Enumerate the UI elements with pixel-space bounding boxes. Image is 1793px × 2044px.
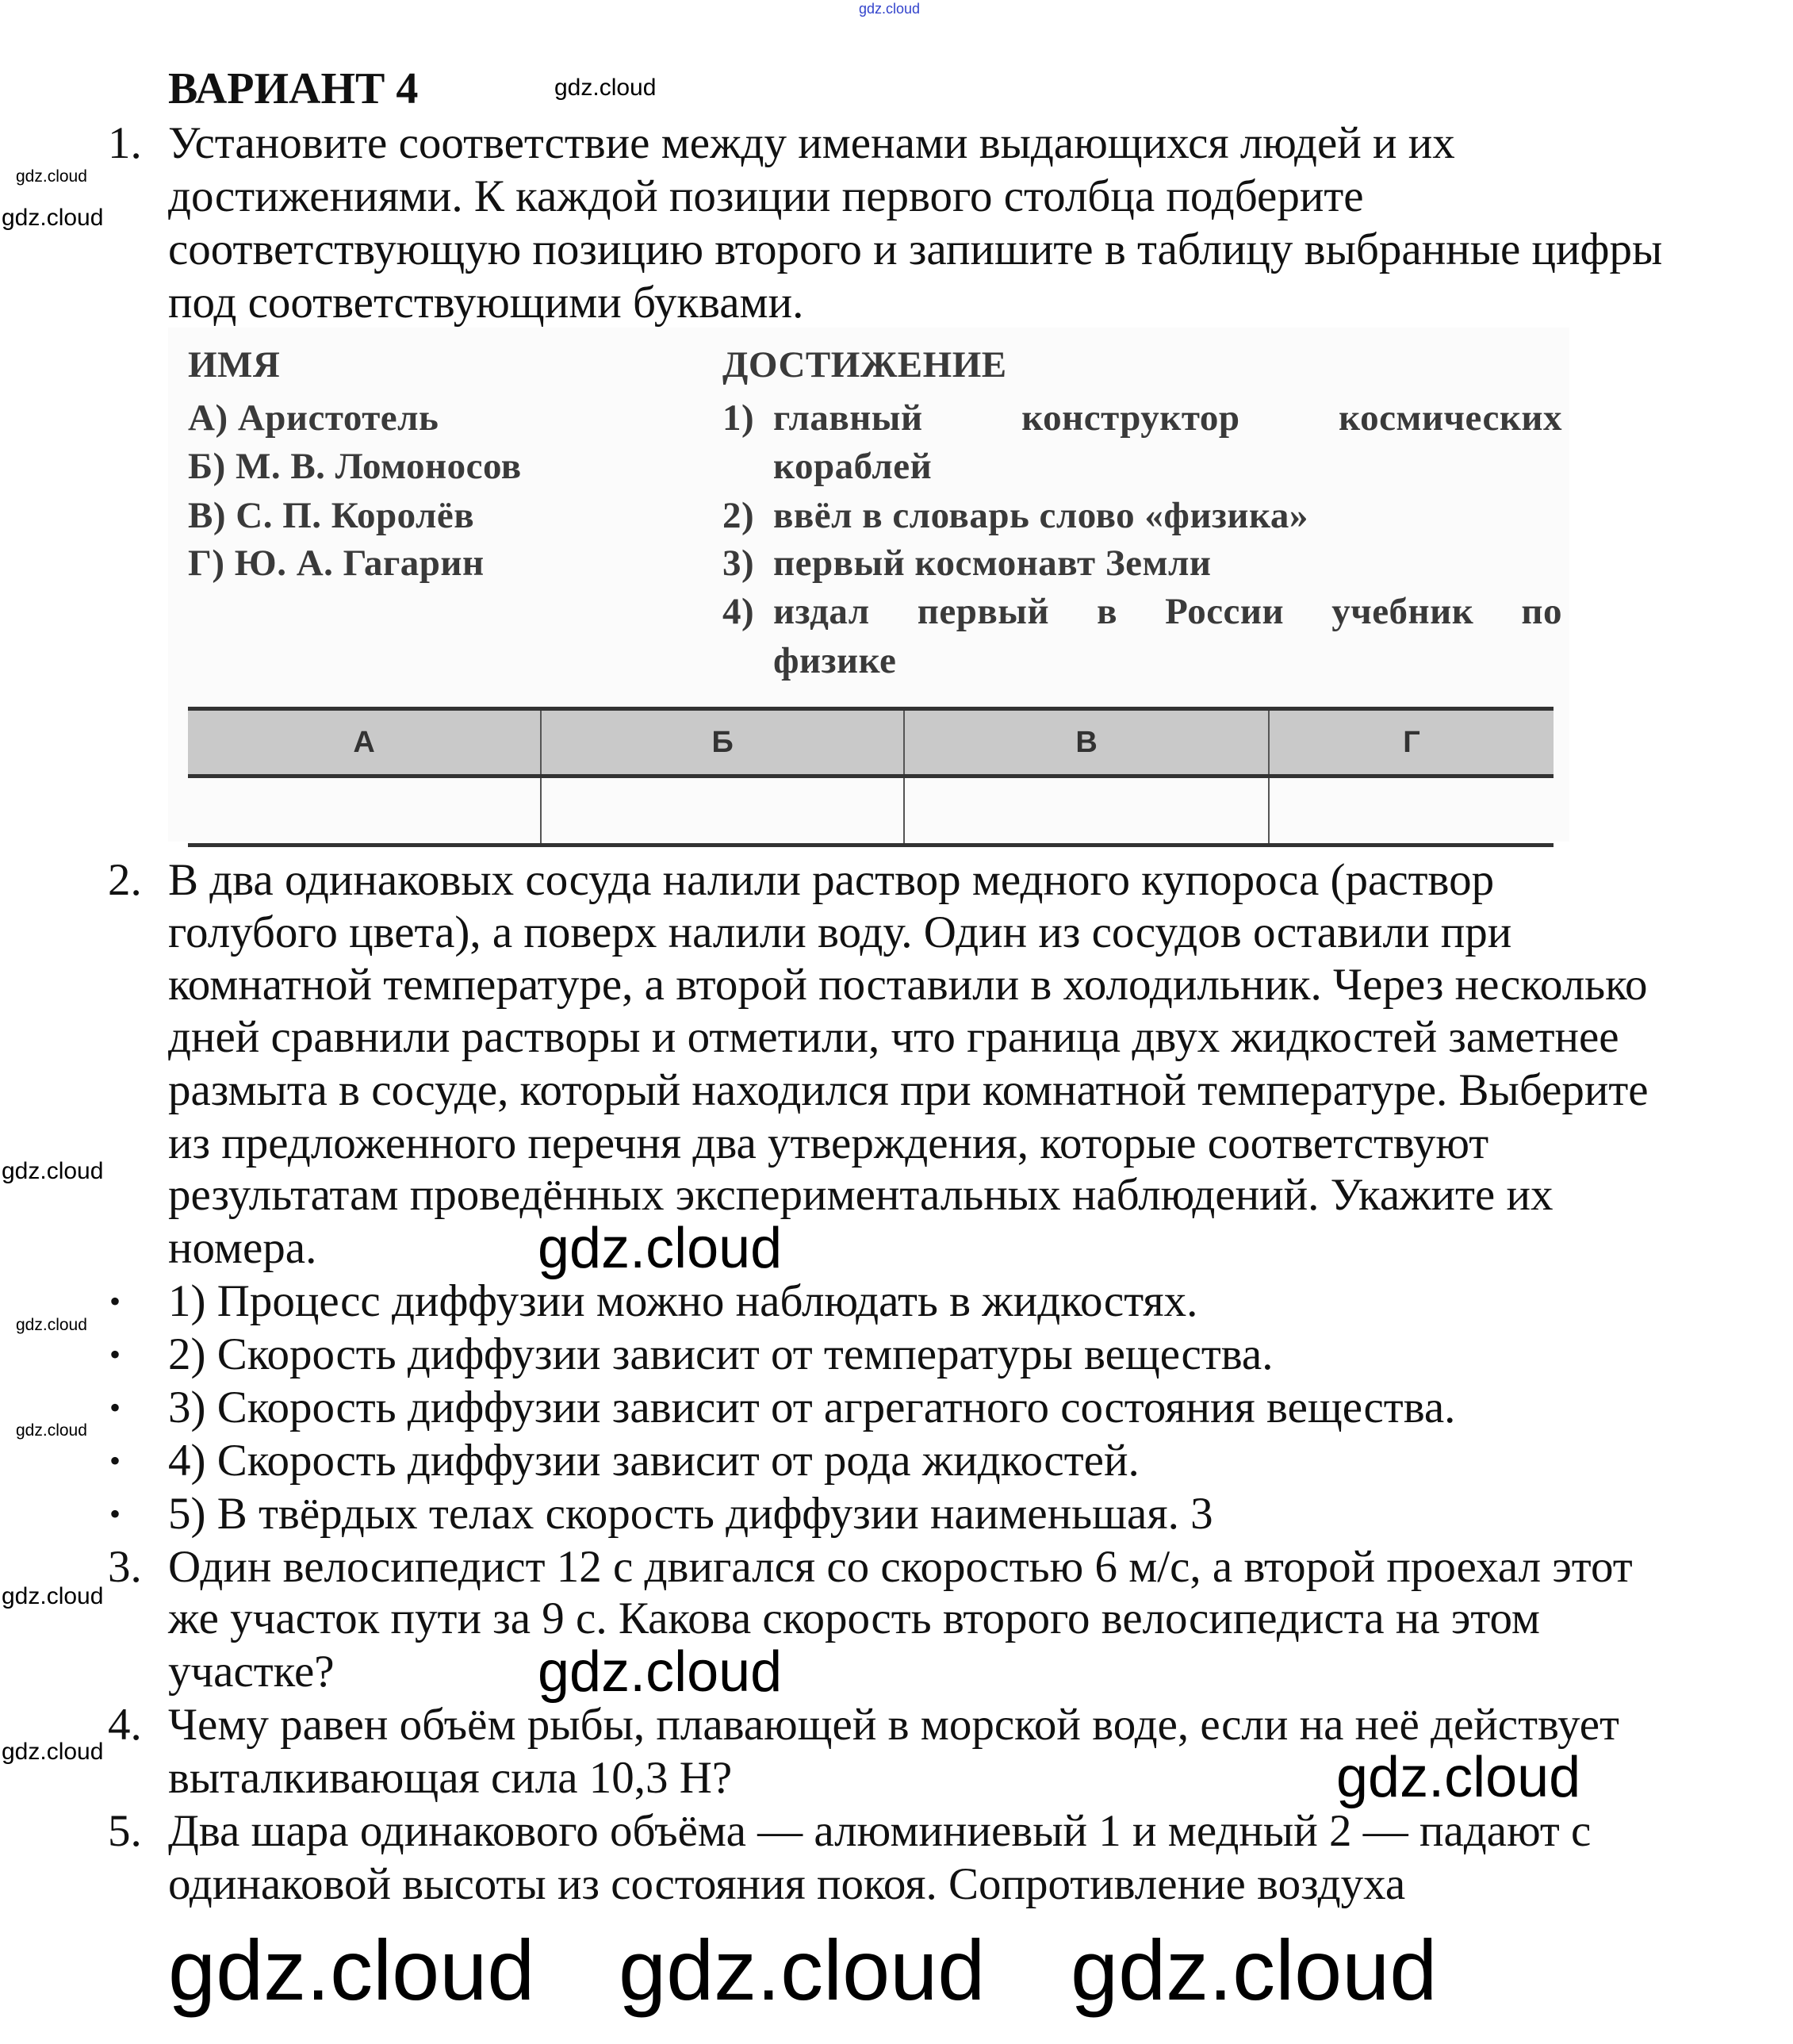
achievement-number: 2) (722, 495, 755, 536)
question-3-text: участке? (168, 1647, 335, 1697)
name-item: Б) М. В. Ломоносов (188, 446, 522, 487)
question-4-text: Чему равен объём рыбы, плавающей в морской воде, если на неё действует (168, 1700, 1619, 1750)
watermark: gdz.cloud (538, 1217, 783, 1280)
watermark: gdz.cloud (16, 1421, 87, 1440)
question-5-text: одинаковой высоты из состояния покоя. Сопротивление воздуха (168, 1859, 1406, 1909)
question-2-text: комнатной температуре, а второй поставили в холодильник. Через несколько (168, 960, 1648, 1010)
option-item: 5) В твёрдых телах скорость диффузии наименьшая. 3 (168, 1489, 1213, 1539)
achievement-item: главный конструктор космических (773, 397, 1562, 439)
watermark: gdz.cloud (16, 1316, 87, 1334)
page-title: ВАРИАНТ 4 (168, 64, 419, 113)
option-item: 3) Скорость диффузии зависит от агрегатного состояния вещества. (168, 1382, 1456, 1432)
option-item: 4) Скорость диффузии зависит от рода жидкостей. (168, 1436, 1140, 1486)
achievement-item: физике (773, 640, 897, 681)
question-1-text: соответствующую позицию второго и запишите в таблицу выбранные цифры (168, 224, 1663, 274)
question-4-number: 4. (108, 1700, 142, 1750)
watermark: gdz.cloud (16, 167, 87, 186)
watermark: gdz.cloud (554, 75, 657, 101)
question-2-text: голубого цвета), а поверх налили воду. Один из сосудов оставили при (168, 907, 1512, 957)
question-5-number: 5. (108, 1806, 142, 1856)
matching-task-image (168, 328, 1569, 842)
question-2-text: из предложенного перечня два утверждения, которые соответствуют (168, 1118, 1489, 1168)
question-1-text: под соответствующими буквами. (168, 278, 804, 328)
name-item: А) Аристотель (188, 397, 439, 439)
question-3-text: же участок пути за 9 с. Какова скорость второго велосипедиста на этом (168, 1593, 1540, 1643)
answer-table-header: Г (1269, 709, 1554, 777)
achievement-number: 1) (722, 397, 755, 439)
watermark: gdz.cloud (2, 205, 104, 231)
answer-table-header: Б (541, 709, 904, 777)
bullet-icon: • (109, 1283, 121, 1319)
bullet-icon: • (109, 1390, 121, 1425)
question-1-number: 1. (108, 118, 142, 168)
achievement-item: издал первый в России учебник по (773, 591, 1562, 632)
bullet-icon: • (109, 1443, 121, 1478)
names-header: ИМЯ (188, 344, 281, 385)
option-item: 1) Процесс диффузии можно наблюдать в жидкостях. (168, 1276, 1198, 1326)
question-2-number: 2. (108, 855, 142, 905)
question-4-text: выталкивающая сила 10,3 Н? (168, 1753, 733, 1803)
watermark: gdz.cloud (168, 1922, 535, 2018)
answer-cell[interactable] (541, 777, 904, 846)
watermark: gdz.cloud (1336, 1746, 1581, 1809)
answer-table-header: В (904, 709, 1269, 777)
achievement-item: кораблей (773, 446, 933, 487)
question-3-text: Один велосипедист 12 с двигался со скоростью 6 м/с, а второй проехал этот (168, 1542, 1633, 1592)
achievement-number: 4) (722, 591, 755, 632)
question-1-text: достижениями. К каждой позиции первого столбца подберите (168, 171, 1364, 221)
question-2-text: номера. (168, 1223, 317, 1273)
watermark: gdz.cloud (2, 1583, 104, 1609)
question-2-text: дней сравнили растворы и отметили, что граница двух жидкостей заметнее (168, 1012, 1619, 1062)
bullet-icon: • (109, 1336, 121, 1372)
answer-table (188, 707, 1554, 847)
answer-cell[interactable] (904, 777, 1269, 846)
bullet-icon: • (109, 1496, 121, 1532)
watermark: gdz.cloud (619, 1922, 986, 2018)
question-2-text: размыта в сосуде, который находился при комнатной температуре. Выберите (168, 1065, 1649, 1115)
watermark: gdz.cloud (538, 1640, 783, 1704)
question-2-text: В два одинаковых сосуда налили раствор медного купороса (раствор (168, 855, 1495, 905)
watermark: gdz.cloud (859, 1, 921, 17)
question-5-text: Два шара одинакового объёма — алюминиевый 1 и медный 2 — падают с (168, 1806, 1592, 1856)
question-2-text: результатам проведённых экспериментальных наблюдений. Укажите их (168, 1170, 1554, 1220)
question-3-number: 3. (108, 1542, 142, 1592)
name-item: Г) Ю. А. Гагарин (188, 543, 485, 584)
answer-cell[interactable] (188, 777, 541, 846)
achievement-item: ввёл в словарь слово «физика» (773, 495, 1308, 536)
watermark: gdz.cloud (2, 1739, 104, 1765)
achievement-number: 3) (722, 543, 755, 584)
name-item: В) С. П. Королёв (188, 495, 475, 536)
answer-table-header: А (188, 709, 541, 777)
achievements-header: ДОСТИЖЕНИЕ (722, 344, 1007, 385)
question-1-text: Установите соответствие между именами выдающихся людей и их (168, 118, 1455, 168)
watermark: gdz.cloud (1071, 1922, 1438, 2018)
answer-cell[interactable] (1269, 777, 1554, 846)
option-item: 2) Скорость диффузии зависит от температуры вещества. (168, 1329, 1274, 1379)
achievement-item: первый космонавт Земли (773, 543, 1212, 584)
watermark: gdz.cloud (2, 1158, 104, 1184)
